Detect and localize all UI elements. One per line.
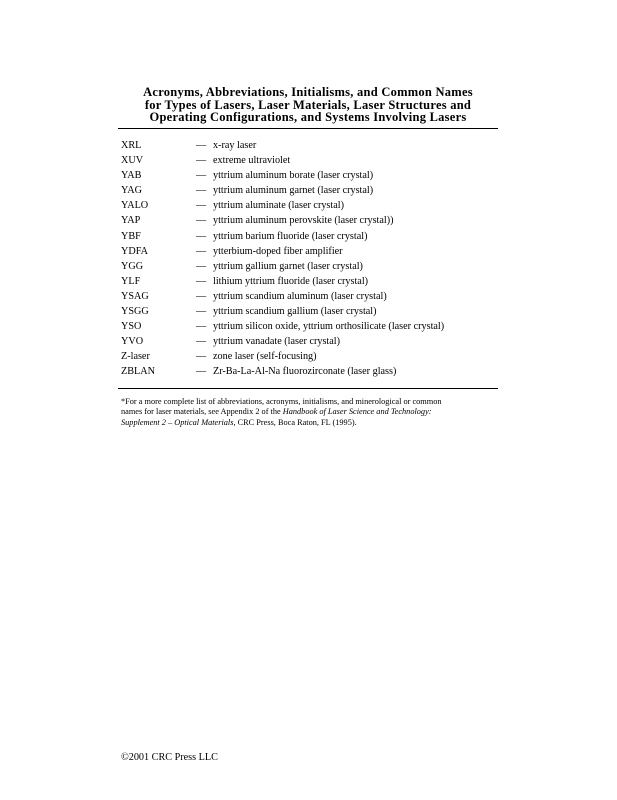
list-item xyxy=(121,168,501,183)
em-dash: — xyxy=(196,306,207,318)
acronym: XUV xyxy=(121,155,144,167)
acronym: YLF xyxy=(121,275,141,287)
footnote-text: *For a more complete list of abbreviations, acronyms, initialisms, and minerological or common xyxy=(121,397,442,406)
definition: zone laser (self-focusing) xyxy=(213,351,317,363)
em-dash: — xyxy=(196,185,207,197)
acronym: YDFA xyxy=(121,245,148,257)
list-item xyxy=(121,319,501,334)
em-dash: — xyxy=(196,140,207,151)
page-title xyxy=(118,86,498,124)
list-item xyxy=(121,334,501,349)
em-dash: — xyxy=(196,260,207,272)
list-item xyxy=(121,229,501,244)
definition: yttrium aluminum garnet (laser crystal) xyxy=(213,185,374,197)
acronym: XRL xyxy=(121,140,142,151)
em-dash: — xyxy=(196,170,207,182)
list-item xyxy=(121,183,501,198)
list-item xyxy=(121,304,501,319)
definition: yttrium gallium garnet (laser crystal) xyxy=(213,260,363,272)
list-item xyxy=(121,259,501,274)
em-dash: — xyxy=(196,366,207,378)
footnote-line-2 xyxy=(121,407,501,417)
footnote-line-1 xyxy=(121,397,501,407)
list-item xyxy=(121,138,501,153)
list-item xyxy=(121,244,501,259)
definition: Zr-Ba-La-Al-Na fluorozirconate (laser glass) xyxy=(213,366,397,378)
footnote xyxy=(121,397,501,428)
acronym: YAG xyxy=(121,185,142,197)
title-divider xyxy=(118,128,498,129)
definition: yttrium scandium aluminum (laser crystal) xyxy=(213,290,387,302)
acronym: YSO xyxy=(121,321,142,333)
em-dash: — xyxy=(196,321,207,333)
footnote-text: names for laser materials, see Appendix 2 of the xyxy=(121,407,283,417)
em-dash: — xyxy=(196,155,207,167)
title-line-2: for Types of Lasers, Laser Materials, Laser Structures and xyxy=(144,97,472,112)
definition: yttrium aluminum borate (laser crystal) xyxy=(213,170,374,182)
definition: yttrium aluminum perovskite (laser crystal)) xyxy=(213,215,394,227)
acronym: YALO xyxy=(121,200,149,212)
acronym-list xyxy=(121,138,501,380)
em-dash: — xyxy=(196,290,207,302)
list-item xyxy=(121,198,501,213)
list-item xyxy=(121,289,501,304)
em-dash: — xyxy=(196,230,207,242)
acronym: YVO xyxy=(121,336,144,348)
list-item xyxy=(121,364,501,379)
definition: yttrium silicon oxide, yttrium orthosilicate (laser crystal) xyxy=(213,321,445,333)
em-dash: — xyxy=(196,336,207,348)
definition: extreme ultraviolet xyxy=(213,155,291,167)
acronym: YSGG xyxy=(121,306,149,318)
list-item xyxy=(121,349,501,364)
title-line-1: Acronyms, Abbreviations, Initialisms, and Common Names xyxy=(143,85,473,99)
acronym: YAB xyxy=(121,170,142,182)
acronym: YGG xyxy=(121,260,144,272)
definition: ytterbium-doped fiber amplifier xyxy=(213,245,343,257)
acronym: ZBLAN xyxy=(121,366,155,378)
copyright-notice: ©2001 CRC Press LLC xyxy=(121,752,218,763)
acronym: YSAG xyxy=(121,290,149,302)
list-item xyxy=(121,153,501,168)
footnote-divider xyxy=(118,388,498,389)
definition: yttrium vanadate (laser crystal) xyxy=(213,336,341,348)
footnote-book-subtitle: Supplement 2 – Optical Materials xyxy=(121,417,234,427)
footnote-line-3 xyxy=(121,418,501,428)
definition: lithium yttrium fluoride (laser crystal) xyxy=(213,275,369,287)
definition: yttrium scandium gallium (laser crystal) xyxy=(213,306,377,318)
footnote-book-title: Handbook of Laser Science and Technology: xyxy=(282,407,432,417)
acronym: YBF xyxy=(121,230,141,242)
footnote-text: , CRC Press, Boca Raton, FL (1995). xyxy=(233,417,357,427)
definition: x-ray laser xyxy=(213,140,257,151)
em-dash: — xyxy=(196,200,207,212)
em-dash: — xyxy=(196,215,207,227)
em-dash: — xyxy=(196,245,207,257)
em-dash: — xyxy=(196,275,207,287)
title-line-3: Operating Configurations, and Systems Involving Lasers xyxy=(149,110,467,125)
list-item xyxy=(121,213,501,228)
definition: yttrium barium fluoride (laser crystal) xyxy=(213,230,368,242)
em-dash: — xyxy=(196,351,207,363)
list-item xyxy=(121,274,501,289)
acronym: YAP xyxy=(121,215,141,227)
definition: yttrium aluminate (laser crystal) xyxy=(213,200,344,212)
acronym: Z-laser xyxy=(121,351,150,363)
